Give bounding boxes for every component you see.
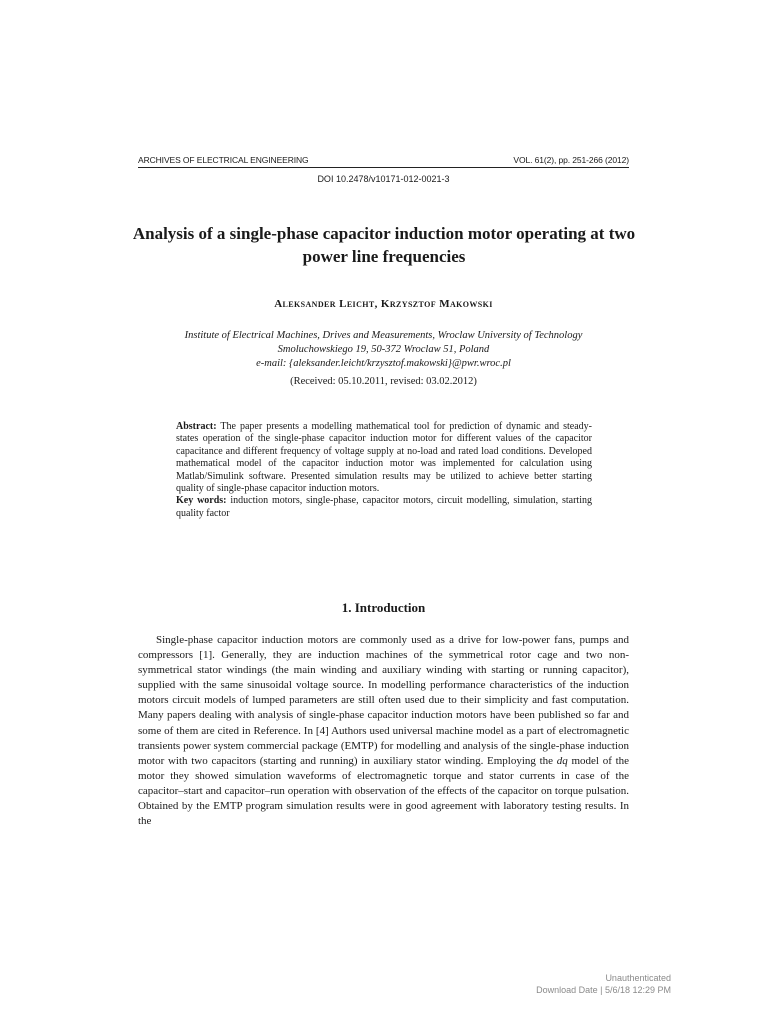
abstract-text: The paper presents a modelling mathematical tool for prediction of dynamic and steady-states operation of the single-phase capacitor induction motor for different values of the capacitor capacitance and different frequency of voltage supply at no-load and rated load conditions. Developed mathematical model of the capacitor induction motor was implemented for calculation using Matlab/Simulink software. Presented simulation results may be utilized to achieve better starting quality of single-phase capacitor induction motors.	[176, 421, 592, 495]
running-header	[138, 155, 629, 168]
keywords-label: Key words:	[176, 495, 227, 507]
intro-text-dq: dq	[556, 754, 568, 767]
affiliation-institute: Institute of Electrical Machines, Drives and Measurements, Wroclaw University of Technology	[184, 330, 583, 341]
author-email: e-mail: {aleksander.leicht/krzysztof.makowski}@pwr.wroc.pl	[256, 358, 511, 369]
intro-paragraph	[138, 633, 629, 829]
paper-title: Analysis of a single-phase capacitor induction motor operating at two power line frequencies	[132, 224, 636, 266]
keywords-paragraph	[176, 495, 592, 520]
abstract-label: Abstract:	[176, 421, 217, 432]
doi: DOI 10.2478/v10171-012-0021-3	[317, 174, 450, 184]
abstract-paragraph	[176, 421, 592, 495]
download-watermark	[536, 972, 671, 996]
journal-name: ARCHIVES OF ELECTRICAL ENGINEERING	[138, 155, 309, 165]
intro-text-part2: model of the motor they showed simulation waveforms of electromagnetic torque and stator currents in case of the capacitor–start and capacitor–run operation with observation of the effects of the capacitor on torque pulsation. Obtained by the EMTP program simulation results were in good agreement with laboratory testing results. In the	[138, 754, 630, 828]
authors: Aleksander Leicht, Krzysztof Makowski	[274, 298, 493, 310]
section-heading: 1. Introduction	[341, 600, 426, 615]
watermark-status: Unauthenticated	[605, 973, 671, 983]
watermark-date: Download Date | 5/6/18 12:29 PM	[536, 985, 671, 995]
received-dates: (Received: 05.10.2011, revised: 03.02.2012)	[290, 376, 477, 387]
abstract	[176, 421, 592, 520]
affiliation-address: Smoluchowskiego 19, 50-372 Wroclaw 51, Poland	[277, 344, 490, 355]
intro-text-part1: Single-phase capacitor induction motors are commonly used as a drive for low-power fans, pumps and compressors [1]. Generally, they are induction machines of the symmetrical rotor cage and two non-symmetrical stator windings (the main winding and auxiliary winding with starting or running capacitor), supplied with the same sinusoidal voltage source. In modelling performance characteristics of the induction motors circuit models of lumped parameters are still often used due to their simplicity and fast computation. Many papers dealing with analysis of single-phase capacitor induction motors have been published so far and some of them are cited in Reference. In [4] Authors used universal machine model as a part of electromagnetic transients power system commercial package (EMTP) for modelling and analysis of the single-phase induction motor with two capacitors (starting and running) in auxiliary stator winding. Employing the	[138, 634, 629, 767]
volume-info: VOL. 61(2), pp. 251-266 (2012)	[513, 155, 629, 165]
keywords-text: induction motors, single-phase, capacitor motors, circuit modelling, simulation, starting quality factor	[176, 495, 592, 519]
affiliation	[138, 329, 629, 371]
